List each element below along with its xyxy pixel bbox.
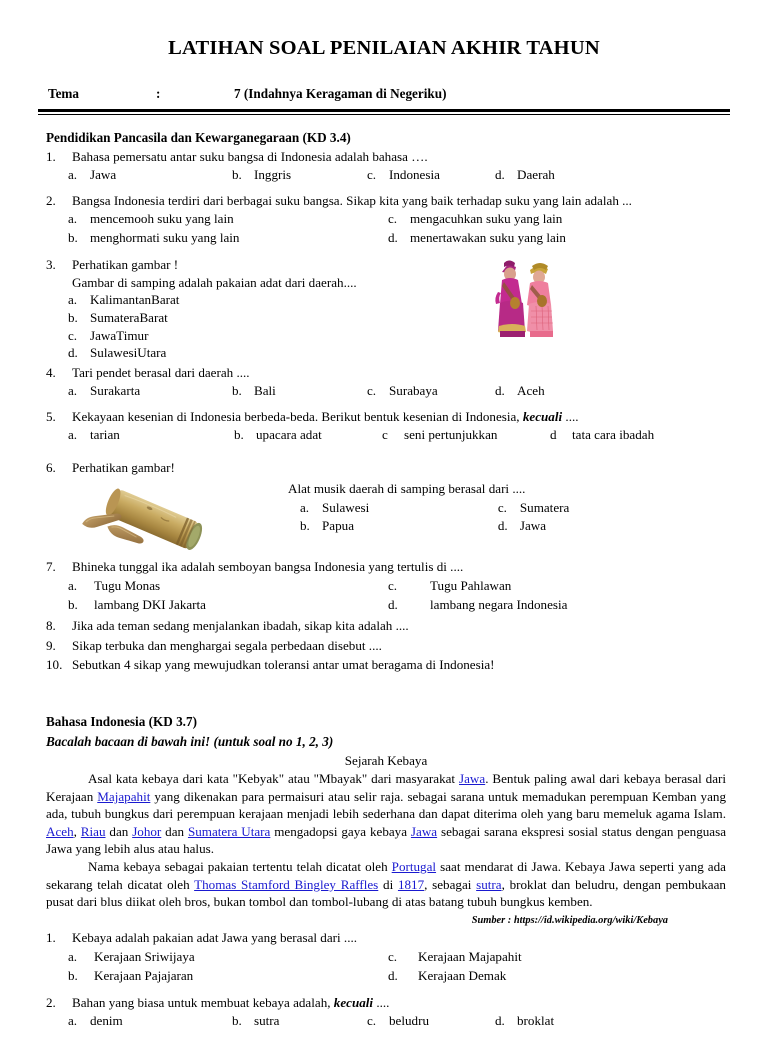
question-text: Bangsa Indonesia terdiri dari berbagai suku bangsa. Sikap kita yang baik terhadap suku yang lain adalah ... — [72, 192, 632, 208]
option-label: seni pertunjukkan — [404, 426, 498, 442]
option-key: a. — [68, 577, 78, 593]
option-label: Tugu Monas — [94, 577, 161, 593]
option-key: d — [550, 426, 557, 442]
passage-title: Sejarah Kebaya — [344, 753, 428, 768]
link-jawa-2[interactable]: Jawa — [410, 823, 438, 839]
question-text: Jika ada teman sedang menjalankan ibadah, sikap kita adalah .... — [72, 618, 409, 634]
question-text: Bahasa pemersatu antar suku bangsa di Indonesia adalah bahasa …. — [72, 148, 428, 164]
question-number: 1. — [46, 148, 56, 164]
option-label: KalimantanBarat — [90, 291, 180, 307]
text-run: . Bentuk paling awal dari kebaya berasal dari Kerajaan — [46, 771, 726, 804]
question-text: Perhatikan gambar ! — [72, 257, 179, 273]
link-majapahit[interactable]: Majapahit — [97, 788, 151, 804]
question-number: 2. — [46, 192, 56, 208]
question-text-tail: .... — [562, 408, 579, 424]
option-key: c. — [367, 167, 377, 183]
text-run: sebagai sarana ekspresi sosial status dengan penguasa Jawa yang lebih alus atau halus. — [46, 823, 727, 856]
option-key: b. — [232, 167, 242, 183]
option-label: Jawa — [519, 518, 547, 534]
question-number: 10. — [46, 656, 63, 672]
question-text: Sebutkan 4 sikap yang mewujudkan toleransi antar umat beragama di Indonesia! — [72, 656, 495, 672]
option-key: a. — [68, 383, 78, 399]
question-number: 1. — [46, 930, 56, 946]
question-6-prompt: Alat musik daerah di samping berasal dari .... — [288, 481, 526, 497]
option-key: d. — [495, 167, 505, 183]
option-label: Kerajaan Majapahit — [418, 948, 522, 964]
question-number: 9. — [46, 637, 56, 653]
passage-source: Sumber : https://id.wikipedia.org/wiki/Kebaya — [471, 914, 668, 926]
option-label: tata cara ibadah — [572, 426, 655, 442]
option-key: b. — [234, 426, 244, 442]
question-number: 7. — [46, 559, 56, 575]
option-a[interactable] — [46, 210, 386, 227]
option-label: Kerajaan Pajajaran — [94, 967, 194, 983]
option-a[interactable] — [288, 499, 494, 516]
option-d[interactable] — [495, 1012, 554, 1029]
option-c[interactable] — [46, 327, 480, 344]
question-6-block — [46, 459, 726, 552]
question-3-options — [46, 291, 480, 362]
option-b[interactable] — [46, 309, 480, 326]
option-a[interactable] — [46, 382, 232, 399]
option-a[interactable] — [46, 166, 232, 183]
option-label: menghormati suku yang lain — [90, 230, 240, 246]
option-key: c. — [367, 1013, 377, 1029]
question-8 — [46, 617, 726, 634]
option-d[interactable] — [386, 596, 726, 613]
question-6-options — [288, 499, 726, 536]
option-key: c. — [367, 383, 377, 399]
option-b[interactable] — [234, 426, 382, 443]
question-number: 8. — [46, 618, 56, 634]
option-label: lambang negara Indonesia — [430, 597, 568, 613]
question-4 — [46, 364, 726, 381]
option-key: d. — [495, 1013, 505, 1029]
option-d[interactable] — [46, 344, 480, 361]
option-key: a. — [68, 948, 78, 964]
option-key: a. — [300, 499, 310, 515]
option-key: c — [382, 426, 388, 442]
text-run: dan — [161, 823, 188, 839]
option-key: d. — [497, 518, 508, 534]
option-c[interactable] — [494, 499, 726, 516]
option-label: menertawakan suku yang lain — [410, 230, 566, 246]
section-heading-bahasa-indonesia: Bahasa Indonesia (KD 3.7) — [46, 714, 197, 730]
traditional-costume-image — [480, 256, 576, 342]
exam-worksheet-page — [0, 37, 768, 1061]
option-b[interactable] — [288, 517, 494, 534]
question-4-options — [46, 382, 726, 399]
option-b[interactable] — [232, 166, 367, 183]
option-a[interactable] — [46, 577, 386, 594]
option-d[interactable] — [495, 166, 555, 183]
option-label: mengacuhkan suku yang lain — [410, 210, 563, 226]
tema-row — [0, 86, 768, 102]
question-1 — [46, 148, 726, 165]
question-text-tail: .... — [373, 995, 390, 1011]
option-label: Surakarta — [90, 383, 141, 399]
question-9 — [46, 637, 726, 654]
option-label: Bali — [254, 383, 276, 399]
option-key: c. — [388, 948, 398, 964]
question-text: Kebaya adalah pakaian adat Jawa yang berasal dari .... — [72, 930, 358, 946]
option-label: Inggris — [254, 167, 292, 183]
option-label: Kerajaan Sriwijaya — [94, 948, 195, 964]
question-3-block — [46, 254, 726, 362]
passage-paragraph-2 — [46, 858, 726, 910]
option-label: Aceh — [517, 383, 545, 399]
link-sutra[interactable]: sutra — [476, 876, 502, 892]
option-c[interactable] — [386, 577, 726, 594]
text-run: Nama kebaya sebagai pakaian tertentu telah dicatat oleh — [88, 859, 392, 875]
option-a[interactable] — [46, 426, 234, 443]
option-key: d. — [388, 230, 398, 246]
question-7 — [46, 558, 726, 575]
question-10 — [46, 656, 726, 673]
option-label: Papua — [322, 518, 354, 534]
text-run: di — [378, 876, 398, 892]
option-key: b. — [232, 383, 242, 399]
option-label: Surabaya — [389, 383, 438, 399]
option-key: c. — [388, 210, 398, 226]
question-text: Sikap terbuka dan menghargai segala perbedaan disebut .... — [72, 637, 382, 653]
question-5 — [46, 408, 726, 425]
option-key: a. — [68, 426, 78, 442]
option-key: d. — [388, 597, 398, 613]
option-label: Indonesia — [389, 167, 440, 183]
text-run: mengadopsi gaya kebaya — [270, 823, 411, 839]
option-d[interactable] — [386, 967, 726, 984]
option-label: beludru — [389, 1013, 429, 1029]
option-key: b. — [68, 967, 78, 983]
option-key: c. — [497, 499, 507, 515]
option-key: b. — [68, 309, 78, 325]
question-text-part: Bahan yang biasa untuk membuat kebaya adalah, — [72, 995, 334, 1011]
question-5-options — [46, 426, 726, 443]
tema-value: 7 (Indahnya Keragaman di Negeriku) — [234, 85, 447, 101]
bindo-question-1-options — [46, 948, 726, 987]
option-b[interactable] — [232, 1012, 367, 1029]
question-6-right — [288, 480, 726, 535]
option-label: sutra — [254, 1013, 280, 1029]
option-c[interactable] — [367, 166, 495, 183]
bamboo-drum-image — [72, 484, 232, 552]
text-run: Asal kata kebaya dari kata "Kebyak" atau "Mbayak" dari masyarakat — [88, 771, 459, 787]
question-number: 3. — [46, 257, 56, 273]
section-heading-ppkn: Pendidikan Pancasila dan Kewarganegaraan (KD 3.4) — [46, 129, 351, 145]
option-a[interactable] — [46, 948, 386, 965]
question-emphasis: kecuali — [522, 408, 563, 424]
option-key: d. — [495, 383, 505, 399]
option-label: denim — [90, 1013, 123, 1029]
question-emphasis: kecuali — [333, 995, 374, 1011]
option-b[interactable] — [232, 382, 367, 399]
link-aceh[interactable]: Aceh — [46, 823, 74, 839]
option-c[interactable] — [382, 426, 550, 443]
option-label: mencemooh suku yang lain — [90, 210, 234, 226]
link-riau[interactable]: Riau — [80, 823, 106, 839]
option-label: Daerah — [517, 167, 555, 183]
option-b[interactable] — [46, 967, 386, 984]
option-d[interactable] — [550, 426, 654, 443]
question-2-options — [46, 210, 726, 249]
link-johor[interactable]: Johor — [132, 823, 162, 839]
link-thomas-stamford-bingley-raffles[interactable]: Thomas Stamford Bingley Raffles — [194, 876, 379, 892]
question-text: Tari pendet berasal dari daerah .... — [72, 365, 250, 381]
option-c[interactable] — [367, 1012, 495, 1029]
tema-label: Tema — [48, 85, 80, 101]
option-b[interactable] — [46, 596, 386, 613]
question-text — [72, 408, 726, 425]
question-number: 6. — [46, 460, 56, 476]
option-label: Sulawesi — [322, 499, 370, 515]
option-label: SumateraBarat — [90, 309, 168, 325]
option-c[interactable] — [386, 948, 726, 965]
option-label: lambang DKI Jakarta — [94, 597, 206, 613]
question-6 — [46, 459, 726, 476]
option-key: b. — [300, 518, 310, 534]
question-7-options — [46, 577, 726, 616]
question-text — [72, 994, 726, 1011]
option-a[interactable] — [46, 291, 480, 308]
option-label: Kerajaan Demak — [418, 967, 507, 983]
question-2 — [46, 192, 726, 209]
option-d[interactable] — [495, 382, 545, 399]
option-label: Jawa — [90, 167, 117, 183]
option-label: Tugu Pahlawan — [430, 577, 512, 593]
option-key: b. — [68, 597, 78, 613]
option-key: d. — [68, 345, 78, 361]
option-key: a. — [68, 167, 78, 183]
option-key: a. — [68, 291, 78, 307]
question-3-subtext: Gambar di samping adalah pakaian adat dari daerah.... — [72, 274, 357, 290]
bindo-question-2 — [46, 994, 726, 1011]
option-label: Sumatera — [519, 499, 570, 515]
option-label: tarian — [90, 426, 120, 442]
option-label: SulawesiUtara — [90, 345, 167, 361]
link-portugal[interactable]: Portugal — [391, 859, 437, 875]
passage-paragraph-1 — [46, 770, 726, 857]
text-run: yang dikenakan para permaisuri atau selir raja. sebagai sarana untuk memadukan perempuan Kemban yang ada, tubuh bungkus dari perempuan kerajaan menjadi lebih sederhana dan dapat diterima oleh yang baru memeluk agama Islam. — [46, 788, 726, 822]
header-divider — [38, 109, 730, 115]
link-sumatera-utara[interactable]: Sumatera Utara — [187, 823, 271, 839]
link-1817[interactable]: 1817 — [397, 876, 425, 892]
option-label: upacara adat — [256, 426, 322, 442]
option-key: b. — [232, 1013, 242, 1029]
question-1-options — [46, 166, 726, 183]
option-c[interactable] — [386, 210, 726, 227]
tema-colon: : — [156, 85, 161, 101]
option-label: JawaTimur — [90, 327, 149, 343]
option-c[interactable] — [367, 382, 495, 399]
option-a[interactable] — [46, 1012, 232, 1029]
option-label: broklat — [517, 1013, 555, 1029]
question-text: Bhineka tunggal ika adalah semboyan bangsa Indonesia yang tertulis di .... — [72, 559, 464, 575]
option-key: b. — [68, 230, 78, 246]
question-text: Perhatikan gambar! — [72, 460, 175, 476]
question-number: 4. — [46, 365, 56, 381]
option-key: d. — [388, 967, 398, 983]
question-number: 5. — [46, 408, 56, 424]
text-run: dan — [105, 823, 133, 839]
option-b[interactable] — [46, 229, 386, 246]
text-run: , broklat dan beludru, dengan pembukaan pusat dari blus diikat oleh bros, bukan tombol dan tombol-lubang di atas batang tubuh bungkus kemben. — [46, 876, 726, 910]
link-jawa[interactable]: Jawa — [459, 771, 486, 787]
text-run: , sebagai — [424, 876, 477, 892]
question-text-part: Kekayaan kesenian di Indonesia berbeda-beda. Berikut bentuk kesenian di Indonesia, — [72, 408, 523, 424]
question-number: 2. — [46, 995, 56, 1011]
page-title: LATIHAN SOAL PENILAIAN AKHIR TAHUN — [168, 37, 600, 59]
option-key: c. — [68, 327, 78, 343]
option-key: a. — [68, 210, 78, 226]
option-d[interactable] — [494, 517, 726, 534]
question-3 — [46, 256, 480, 273]
option-key: a. — [68, 1013, 78, 1029]
option-key: c. — [388, 577, 398, 593]
text-run: , — [73, 823, 81, 839]
option-d[interactable] — [386, 229, 726, 246]
bindo-question-1 — [46, 929, 726, 946]
section-subheading-bacalah: Bacalah bacaan di bawah ini! (untuk soal no 1, 2, 3) — [46, 733, 334, 749]
bindo-question-2-options — [46, 1012, 726, 1029]
text-run: saat mendarat di Jawa. Kebaya Jawa seperti yang ada sekarang telah dicatat oleh — [46, 859, 726, 892]
